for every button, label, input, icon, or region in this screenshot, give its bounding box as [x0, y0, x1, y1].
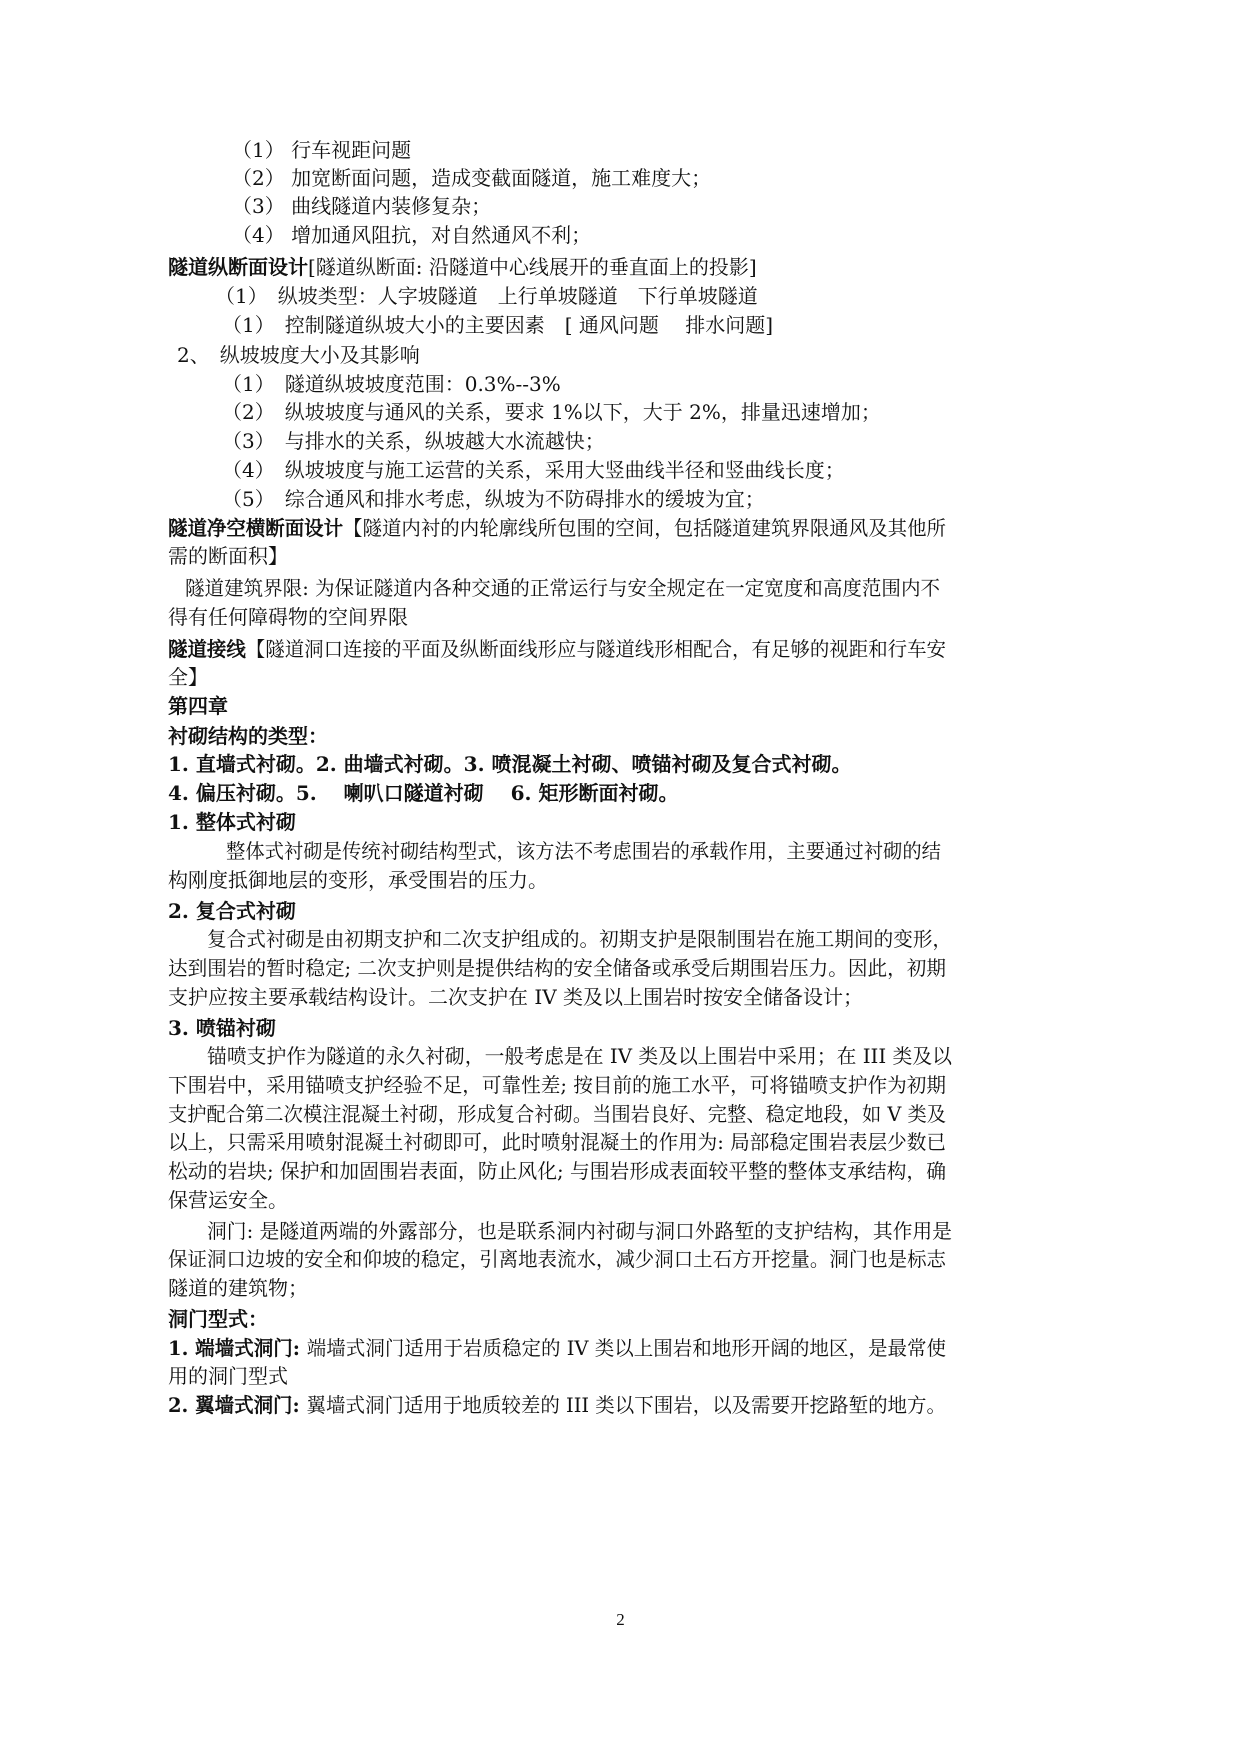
text-run: 得有任何障碍物的空间界限	[168, 605, 408, 629]
text-run: 松动的岩块; 保护和加固围岩表面，防止风化; 与围岩形成表面较平整的整体支承结构，确	[168, 1159, 947, 1183]
text-line	[168, 954, 946, 982]
text-line	[222, 485, 765, 513]
text-run: （2） 纵坡坡度与通风的关系，要求 1%以下，大于 2%，排量迅速增加；	[222, 400, 881, 424]
text-line	[168, 1014, 276, 1042]
text-line	[168, 692, 228, 720]
text-line	[168, 1128, 946, 1156]
text-run: 隧道的建筑物；	[168, 1276, 308, 1300]
text-line	[226, 837, 941, 865]
bold-text: 1. 整体式衬砌	[168, 810, 296, 834]
text-run: 【隧道内衬的内轮廓线所包围的空间，包括隧道建筑界限通风及其他所	[343, 516, 946, 540]
text-line	[168, 603, 408, 631]
text-run: 支护配合第二次模注混凝土衬砌，形成复合衬砌。当围岩良好、完整、稳定地段，如 V 类及	[168, 1102, 947, 1126]
text-line	[168, 663, 208, 691]
bold-text: 隧道接线	[168, 637, 246, 661]
text-run: [隧道纵断面: 沿隧道中心线展开的垂直面上的投影]	[308, 255, 757, 279]
text-run: 需的断面积】	[168, 544, 288, 568]
bold-text: 2. 复合式衬砌	[168, 899, 296, 923]
bold-text: 第四章	[168, 694, 228, 718]
text-line	[168, 635, 946, 663]
text-run: （1） 行车视距问题	[232, 138, 412, 162]
text-line	[168, 1100, 946, 1128]
text-line	[168, 808, 296, 836]
text-line	[177, 341, 420, 369]
text-run: （4） 增加通风阻抗，对自然通风不利；	[232, 223, 592, 247]
text-run: 隧道建筑界限: 为保证隧道内各种交通的正常运行与安全规定在一定宽度和高度范围内不	[185, 576, 941, 600]
text-run: 【隧道洞口连接的平面及纵断面线形应与隧道线形相配合，有足够的视距和行车安	[245, 637, 947, 661]
text-run: （1） 隧道纵坡坡度范围：0.3%--3%	[222, 372, 561, 396]
text-line	[168, 1362, 288, 1390]
text-run: 下围岩中，采用锚喷支护经验不足，可靠性差; 按目前的施工水平，可将锚喷支护作为初期	[168, 1073, 946, 1097]
text-line	[222, 311, 773, 339]
text-run: （1） 纵坡类型：人字坡隧道 上行单坡隧道 下行单坡隧道	[215, 284, 758, 308]
text-line	[168, 1245, 946, 1273]
text-line	[168, 897, 296, 925]
text-line	[222, 427, 605, 455]
text-line	[222, 398, 881, 426]
text-run: 2、 纵坡坡度大小及其影响	[177, 343, 420, 367]
text-line	[168, 1334, 946, 1362]
text-line	[168, 1274, 308, 1302]
text-line	[168, 722, 328, 750]
text-run: 翼墙式洞门适用于地质较差的 III 类以下围岩，以及需要开挖路堑的地方。	[306, 1393, 947, 1417]
text-run: 洞门: 是隧道两端的外露部分，也是联系洞内衬砌与洞口外路堑的支护结构，其作用是	[207, 1219, 952, 1243]
bold-text: 洞门型式：	[168, 1307, 268, 1331]
text-run: 锚喷支护作为隧道的永久衬砌，一般考虑是在 IV 类及以上围岩中采用；在 III 类及以	[207, 1044, 953, 1068]
text-line	[168, 866, 548, 894]
text-line	[168, 779, 679, 807]
text-line	[168, 514, 946, 542]
text-line	[168, 1305, 268, 1333]
text-line	[207, 925, 952, 953]
text-run: 全】	[168, 665, 208, 689]
text-line	[168, 1071, 946, 1099]
text-line	[168, 1391, 946, 1419]
text-line	[232, 192, 491, 220]
text-line	[168, 983, 863, 1011]
text-run: （2） 加宽断面问题，造成变截面隧道，施工难度大；	[232, 166, 712, 190]
text-line	[232, 221, 591, 249]
text-line	[222, 456, 845, 484]
text-line	[232, 136, 411, 164]
text-run: 保营运安全。	[168, 1188, 288, 1212]
text-run: 支护应按主要承载结构设计。二次支护在 IV 类及以上围岩时按安全储备设计；	[168, 985, 864, 1009]
text-run: （3） 曲线隧道内装修复杂；	[232, 194, 492, 218]
text-line	[215, 282, 758, 310]
bold-text: 隧道纵断面设计	[168, 255, 308, 279]
text-run: （5） 综合通风和排水考虑，纵坡为不防碍排水的缓坡为宜；	[222, 487, 765, 511]
text-run: （3） 与排水的关系，纵坡越大水流越快；	[222, 429, 605, 453]
text-run: 构刚度抵御地层的变形，承受围岩的压力。	[168, 868, 548, 892]
text-run: 保证洞口边坡的安全和仰坡的稳定，引离地表流水，减少洞口土石方开挖量。洞门也是标志	[168, 1247, 946, 1271]
text-line	[168, 750, 852, 778]
bold-text: 1. 直墙式衬砌。2. 曲墙式衬砌。3. 喷混凝土衬砌、喷锚衬砌及复合式衬砌。	[168, 752, 852, 776]
text-line	[168, 542, 288, 570]
text-line	[185, 574, 940, 602]
text-line	[168, 1186, 288, 1214]
text-line	[207, 1042, 952, 1070]
text-line	[168, 1157, 946, 1185]
bold-text: 2. 翼墙式洞门:	[168, 1393, 307, 1417]
text-run: 复合式衬砌是由初期支护和二次支护组成的。初期支护是限制围岩在施工期间的变形，	[207, 927, 953, 951]
text-run: （1） 控制隧道纵坡大小的主要因素 [ 通风问题 排水问题]	[222, 313, 774, 337]
text-run: 用的洞门型式	[168, 1364, 288, 1388]
text-line	[232, 164, 711, 192]
text-run: （4） 纵坡坡度与施工运营的关系，采用大竖曲线半径和竖曲线长度；	[222, 458, 845, 482]
page-number: 2	[616, 1610, 625, 1629]
bold-text: 隧道净空横断面设计	[168, 516, 344, 540]
text-line	[168, 253, 757, 281]
bold-text: 3. 喷锚衬砌	[168, 1016, 276, 1040]
bold-text: 4. 偏压衬砌。5. 喇叭口隧道衬砌 6. 矩形断面衬砌。	[168, 781, 679, 805]
bold-text: 1. 端墙式洞门:	[168, 1336, 307, 1360]
text-run: 达到围岩的暂时稳定; 二次支护则是提供结构的安全储备或承受后期围岩压力。因此，初期	[168, 956, 946, 980]
text-run: 整体式衬砌是传统衬砌结构型式，该方法不考虑围岩的承载作用，主要通过衬砌的结	[226, 839, 941, 863]
text-run: 以上，只需采用喷射混凝土衬砌即可，此时喷射混凝土的作用为: 局部稳定围岩表层少数已	[168, 1130, 946, 1154]
bold-text: 衬砌结构的类型：	[168, 724, 328, 748]
text-line	[207, 1217, 952, 1245]
text-line	[222, 370, 561, 398]
text-run: 端墙式洞门适用于岩质稳定的 IV 类以上围岩和地形开阔的地区，是最常使	[306, 1336, 947, 1360]
